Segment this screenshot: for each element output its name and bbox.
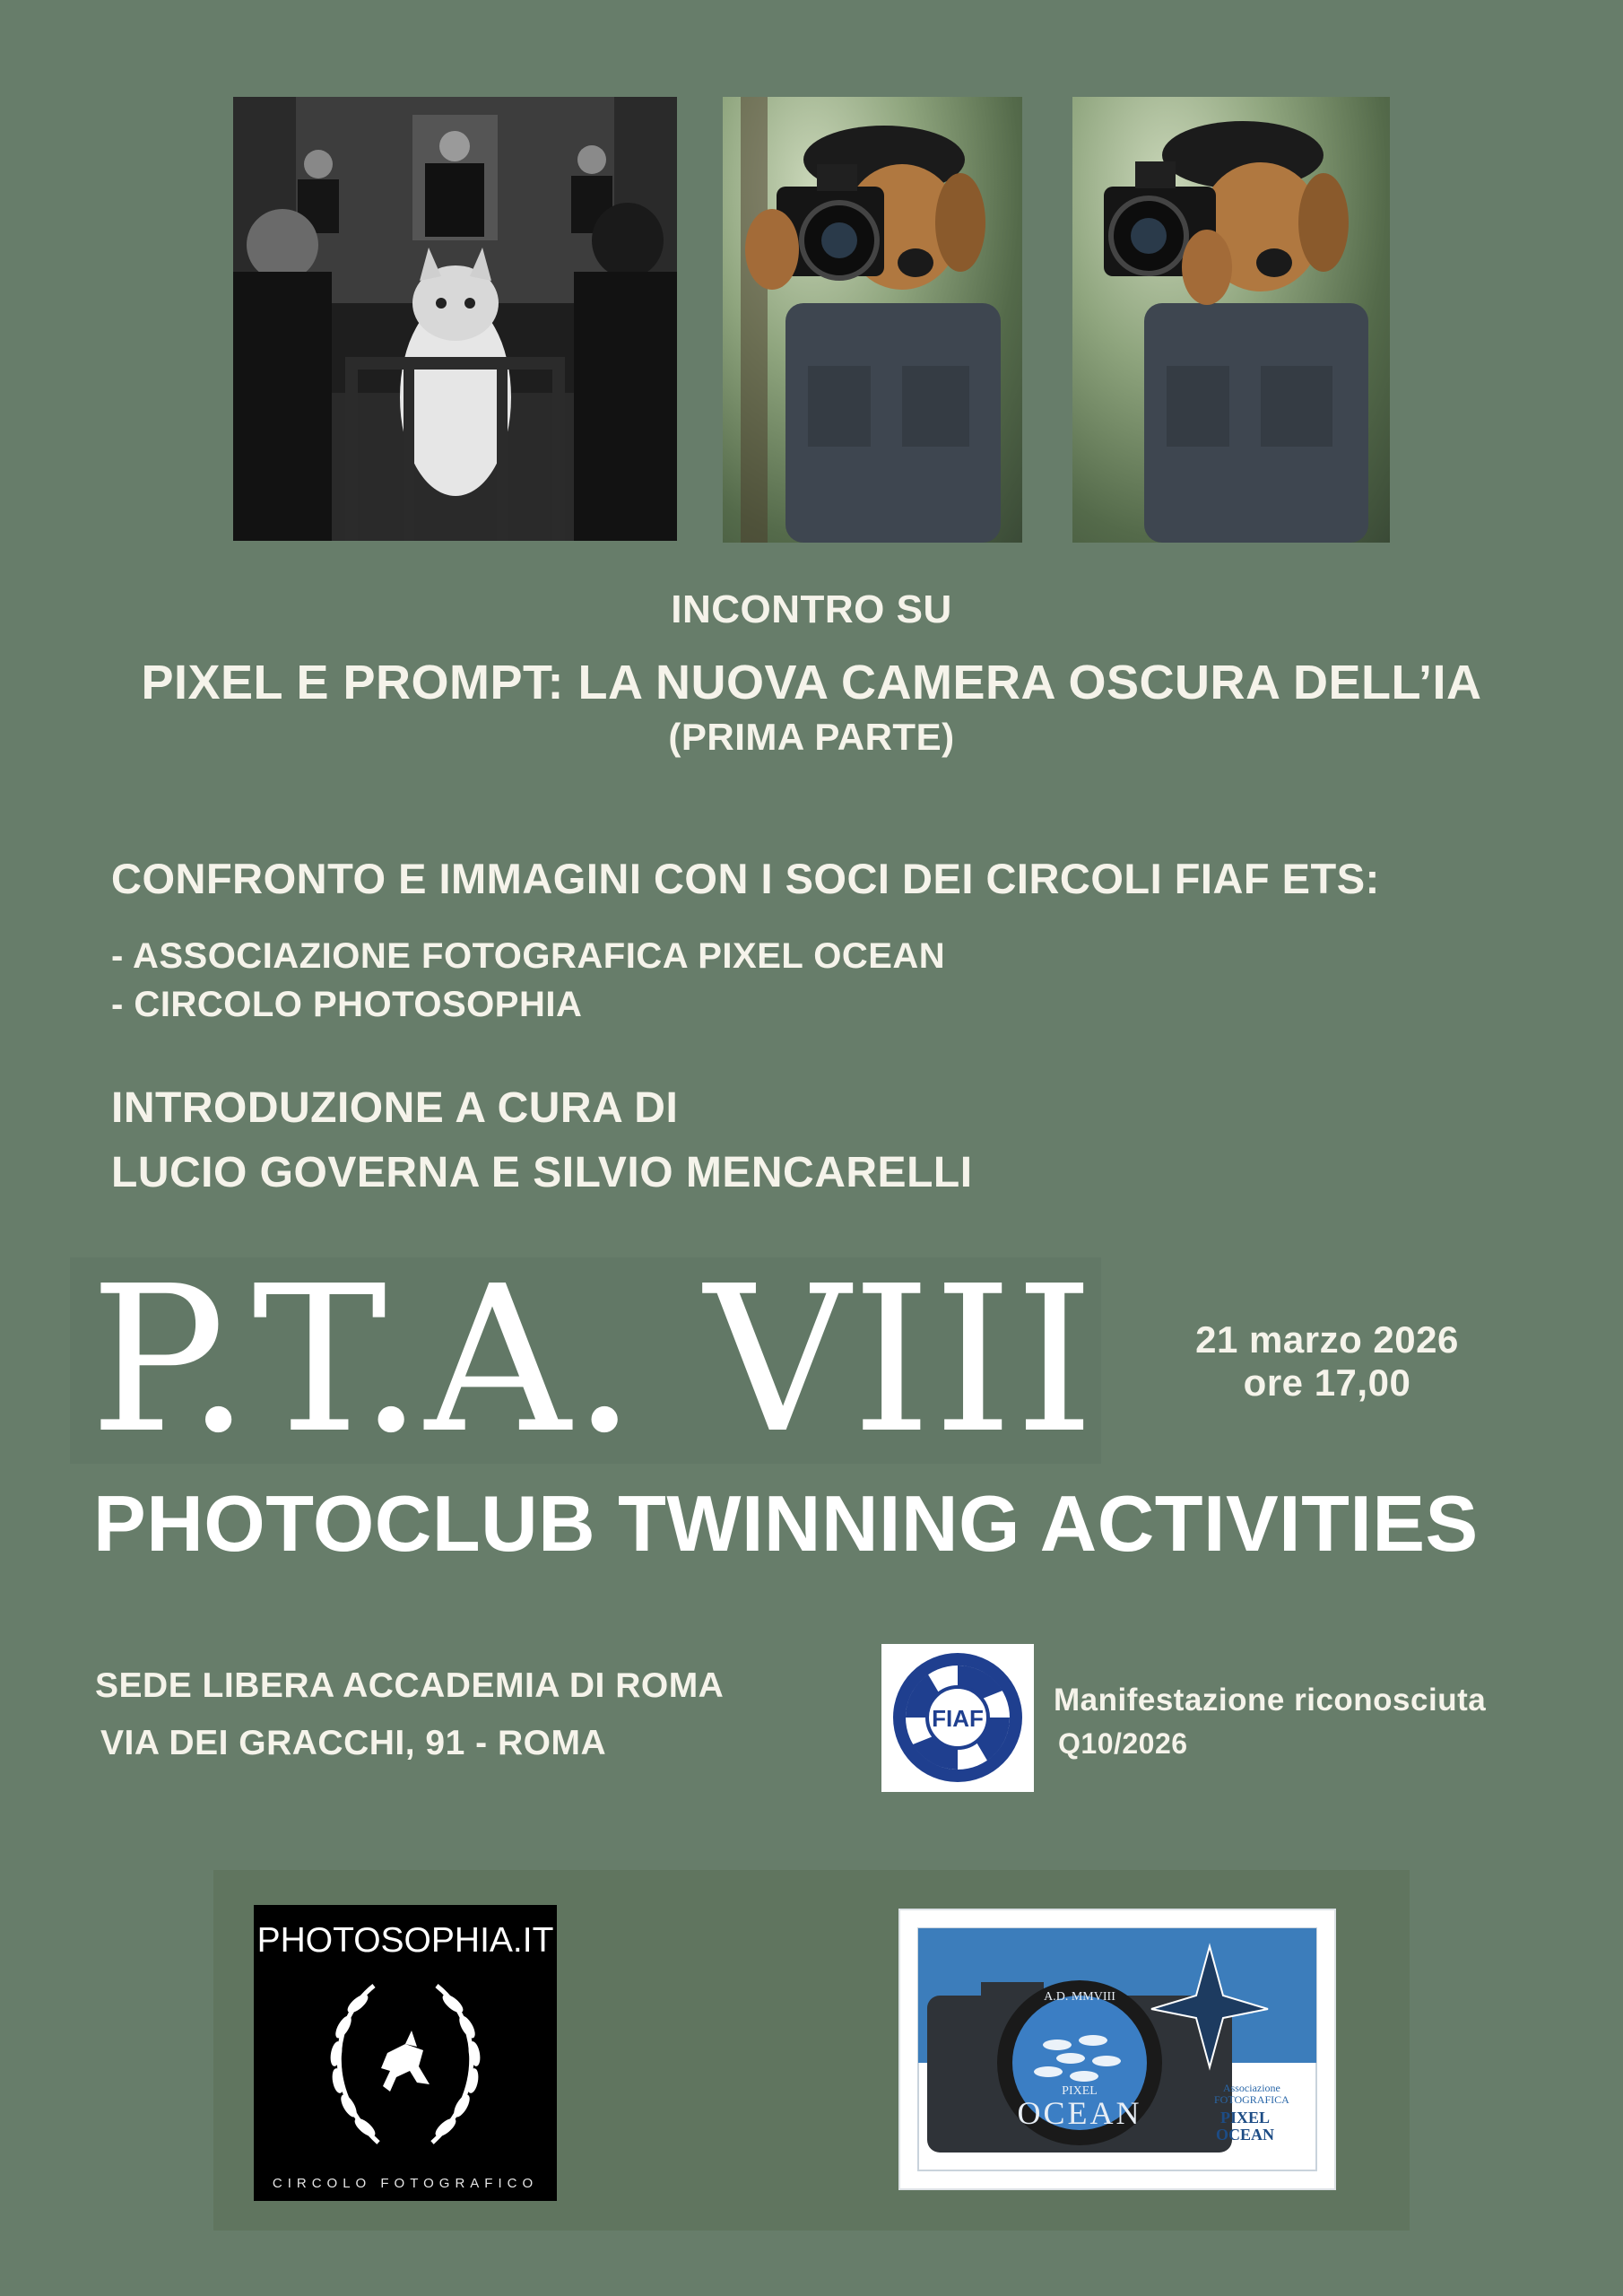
pixel-ocean-year: A.D. MMVIII xyxy=(1044,1990,1115,2004)
pixel-ocean-name-line-2: OCEAN xyxy=(1216,2125,1275,2144)
pixel-ocean-association-label xyxy=(1214,2083,1289,2106)
pixel-ocean-name xyxy=(1216,2109,1274,2144)
venue-address: VIA DEI GRACCHI, 91 - ROMA xyxy=(100,1724,607,1762)
event-title: PIXEL E PROMPT: LA NUOVA CAMERA OSCURA DELL’IA xyxy=(141,656,1482,709)
event-subtitle: (PRIMA PARTE) xyxy=(668,716,955,758)
event-intro-line: INCONTRO SU xyxy=(671,587,952,631)
pta-subtitle: PHOTOCLUB TWINNING ACTIVITIES xyxy=(93,1479,1479,1568)
event-date: 21 marzo 2026 xyxy=(1195,1318,1459,1361)
pixel-ocean-assoc-line-1: Associazione xyxy=(1222,2082,1280,2094)
dog-photographer-photo-2 xyxy=(1072,97,1390,543)
event-time: ore 17,00 xyxy=(1243,1361,1411,1405)
introduction-speakers: LUCIO GOVERNA E SILVIO MENCARELLI xyxy=(111,1149,973,1196)
fiaf-logo xyxy=(881,1644,1034,1792)
association-item: - CIRCOLO PHOTOSOPHIA xyxy=(111,985,583,1024)
laurel-wreath-icon xyxy=(311,1968,499,2165)
venue-name: SEDE LIBERA ACCADEMIA DI ROMA xyxy=(95,1666,725,1705)
photosophia-logo xyxy=(254,1905,557,2201)
photosophia-subtitle: CIRCOLO FOTOGRAFICO xyxy=(272,2176,539,2191)
event-date-block xyxy=(1139,1318,1515,1405)
fiaf-logo-text: FIAF xyxy=(932,1705,984,1732)
pixel-ocean-small-label: PIXEL xyxy=(1062,2084,1098,2098)
pixel-ocean-logo xyxy=(898,1909,1336,2190)
cat-courtroom-photo xyxy=(233,97,677,541)
pixel-ocean-name-line-1: PIXEL xyxy=(1220,2109,1271,2126)
pixel-ocean-assoc-line-2: FOTOGRAFICA xyxy=(1214,2093,1289,2107)
pta-title: P.T.A. VIII xyxy=(90,1243,1097,1478)
fiaf-recognition-code: Q10/2026 xyxy=(1058,1727,1188,1760)
confronto-line: CONFRONTO E IMMAGINI CON I SOCI DEI CIRCOLI FIAF ETS: xyxy=(111,855,1380,902)
association-item: - ASSOCIAZIONE FOTOGRAFICA PIXEL OCEAN xyxy=(111,936,946,976)
fiaf-recognition: Manifestazione riconosciuta xyxy=(1054,1683,1487,1718)
dog-photographer-photo-1 xyxy=(723,97,1022,543)
pixel-ocean-big-label: OCEAN xyxy=(1017,2095,1142,2131)
introduction-label: INTRODUZIONE A CURA DI xyxy=(111,1084,679,1132)
photosophia-title: PHOTOSOPHIA.IT xyxy=(256,1921,554,1960)
